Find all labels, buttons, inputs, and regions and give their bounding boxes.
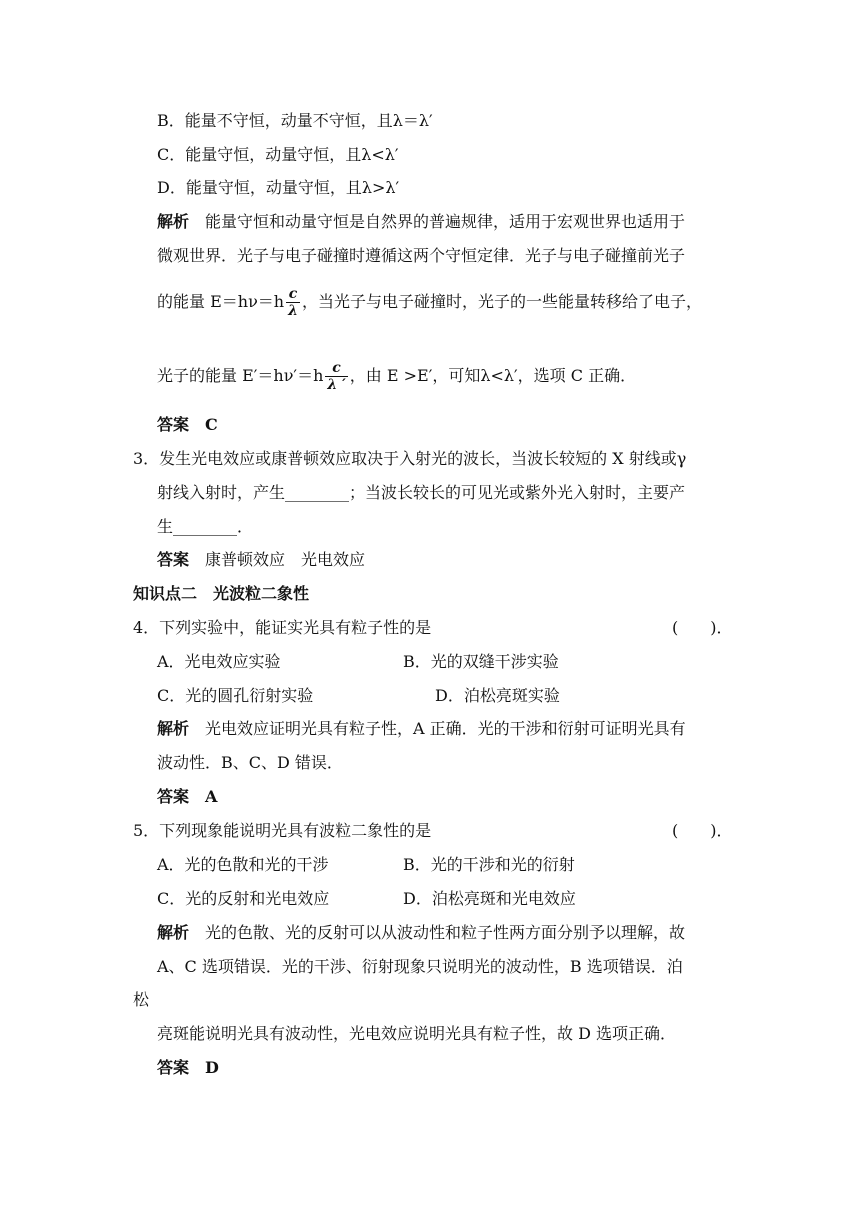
- q5-option-b: B．光的干涉和光的衍射: [403, 855, 575, 874]
- q5-analysis-line-3: 松: [133, 990, 150, 1009]
- q5-answer-value: D: [205, 1058, 219, 1077]
- q3-stem-line-3: 生________．: [157, 517, 254, 536]
- q2-analysis-text-1: 能量守恒和动量守恒是自然界的普遍规律，适用于宏观世界也适用于: [205, 212, 686, 231]
- q5-option-a: A．光的色散和光的干涉: [157, 855, 329, 874]
- q2-option-c: C．能量守恒，动量守恒，且λ<λ′: [157, 145, 399, 164]
- section-heading: 知识点二 光波粒二象性: [133, 584, 310, 603]
- q3-answer-label: 答案: [157, 550, 190, 569]
- q4-option-a: A．光电效应实验: [157, 652, 281, 671]
- q5-answer-bracket: ( )．: [672, 821, 733, 840]
- q4-option-b: B．光的双缝干涉实验: [403, 652, 559, 671]
- q5-analysis-label: 解析: [157, 923, 190, 942]
- q2-answer-value: C: [205, 415, 218, 434]
- fraction-denominator: λ ′: [327, 377, 346, 393]
- q4-option-c: C．光的圆孔衍射实验: [157, 686, 314, 705]
- q5-analysis-line-4: 亮斑能说明光具有波动性，光电效应说明光具有粒子性，故 D 选项正确．: [157, 1024, 677, 1043]
- q2-answer: [157, 414, 218, 436]
- q2-analysis-text-3: ，当光子与电子碰撞时，光子的一些能量转移给了电子，: [301, 292, 702, 311]
- q2-analysis-label: 解析: [157, 212, 190, 231]
- q4-answer-value: A: [205, 787, 218, 806]
- q4-analysis-label: 解析: [157, 719, 190, 738]
- q4-analysis-line-2: 波动性．B、C、D 错误．: [157, 753, 343, 772]
- q3-answer: [157, 549, 365, 571]
- q2-analysis-line-4: [157, 360, 636, 393]
- q5-answer-label: 答案: [157, 1058, 190, 1077]
- q2-option-d: D．能量守恒，动量守恒，且λ>λ′: [157, 178, 400, 197]
- q4-analysis-text-1: 光电效应证明光具有粒子性，A 正确．光的干涉和衍射可证明光具有: [205, 719, 686, 738]
- q3-answer-value: 康普顿效应 光电效应: [205, 550, 366, 569]
- q4-answer-bracket: ( )．: [672, 618, 733, 637]
- q4-option-d: D．泊松亮斑实验: [435, 686, 560, 705]
- q4-answer: [157, 786, 217, 808]
- q2-fraction-c-over-lambda: [286, 286, 300, 319]
- q2-analysis-line-1: [157, 211, 685, 233]
- fraction-denominator: λ: [288, 303, 298, 319]
- q5-answer: [157, 1057, 219, 1079]
- q2-energy-formula: 的能量 E＝hν＝h: [157, 292, 285, 311]
- q5-analysis-line-2: A、C 选项错误．光的干涉、衍射现象只说明光的波动性，B 选项错误．泊: [157, 957, 683, 976]
- q3-stem-line-2: 射线入射时，产生________；当波长较长的可见光或紫外光入射时，主要产: [157, 483, 686, 502]
- q3-stem-line-1: 3．发生光电效应或康普顿效应取决于入射光的波长，当波长较短的 X 射线或γ: [133, 449, 687, 468]
- q5-analysis-text-1: 光的色散、光的反射可以从波动性和粒子性两方面分别予以理解，故: [205, 923, 686, 942]
- q4-stem: 4．下列实验中，能证实光具有粒子性的是: [133, 618, 432, 637]
- fraction-numerator: c: [286, 286, 300, 303]
- q4-answer-label: 答案: [157, 787, 190, 806]
- q5-option-c: C．光的反射和光电效应: [157, 889, 330, 908]
- q2-analysis-line-3: [157, 286, 702, 319]
- q2-analysis-line-2: 微观世界．光子与电子碰撞时遵循这两个守恒定律．光子与电子碰撞前光子: [157, 246, 686, 265]
- q5-stem: 5．下列现象能说明光具有波粒二象性的是: [133, 821, 432, 840]
- q2-option-b: B．能量不守恒，动量不守恒，且λ＝λ′: [157, 111, 433, 130]
- q2-analysis-text-4: ，由 E >E′，可知λ<λ′，选项 C 正确．: [349, 366, 637, 385]
- q5-analysis-line-1: [157, 922, 685, 944]
- q2-fraction-c-over-lambda-prime: [325, 360, 347, 393]
- q2-energy-formula-prime: 光子的能量 E′＝hν′＝h: [157, 366, 324, 385]
- fraction-numerator: c: [325, 360, 347, 377]
- q4-analysis-line-1: [157, 718, 686, 740]
- q2-answer-label: 答案: [157, 415, 190, 434]
- q5-option-d: D．泊松亮斑和光电效应: [403, 889, 576, 908]
